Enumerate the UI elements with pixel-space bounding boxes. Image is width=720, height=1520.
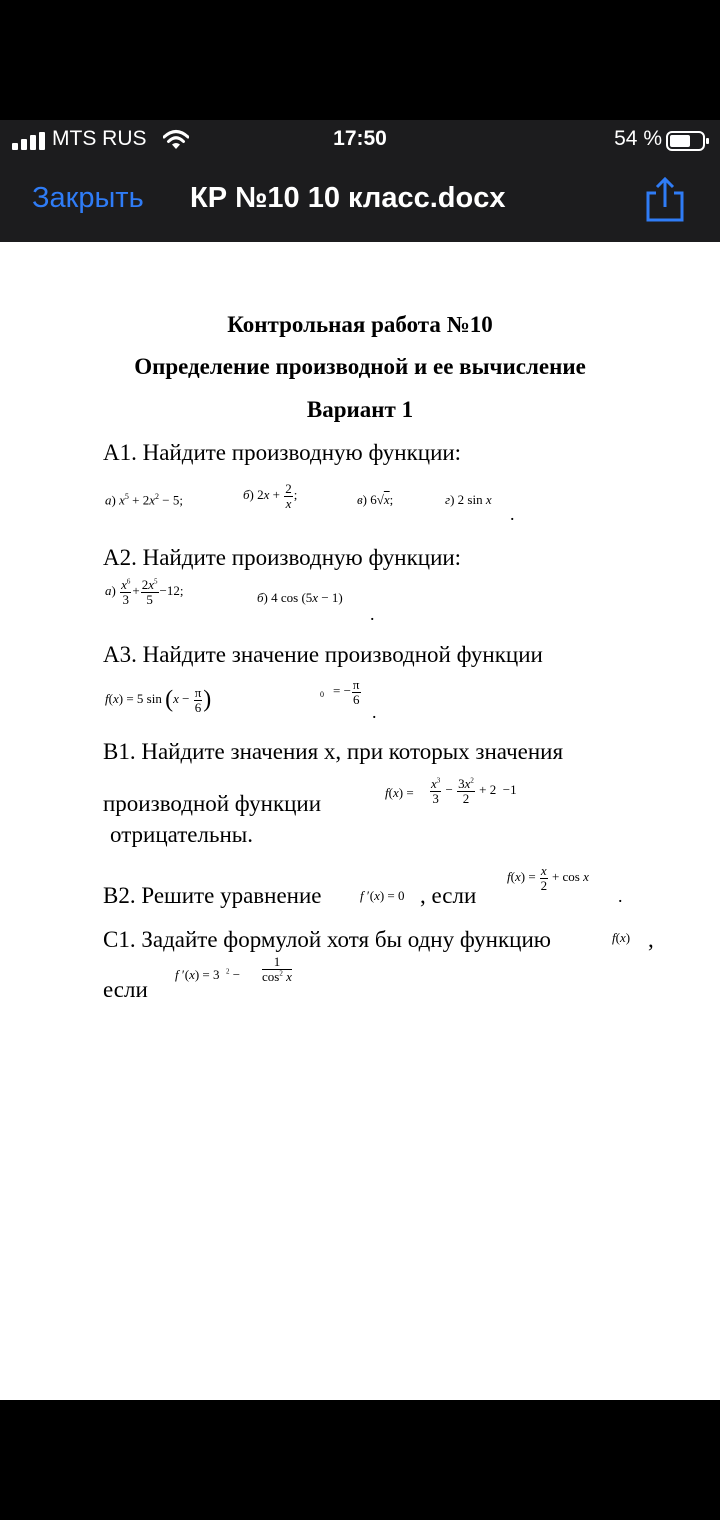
document-title: КР №10 10 класс.docx [190,182,506,214]
task-c1-comma: , [648,927,654,952]
task-b2: В2. Решите уравнение [103,883,322,908]
task-c1: С1. Задайте формулой хотя бы одну функцию [103,927,551,952]
doc-title: Контрольная работа №10 [227,312,493,337]
task-a1: А1. Найдите производную функции: [103,440,462,465]
task-b1: В1. Найдите значения x, при которых значения [103,739,564,764]
task-c1-if: если [103,977,148,1002]
task-c1-derivative: f ′(x) = 3 $^2$ − $\frac{1}{\cos^2 x}$ [175,954,292,984]
bottom-letterbox [0,1400,720,1520]
doc-subtitle: Определение производной и ее вычисление [134,354,586,379]
task-b1-line2: производной функции [103,791,322,816]
task-c1-function: f(x) [612,930,631,945]
task-a2: А2. Найдите производную функции: [103,545,462,570]
task-b2-if: , если [420,883,477,908]
dot: . [510,504,515,524]
dot: . [370,604,375,624]
navigation-bar [0,160,720,242]
task-b1-line3: отрицательны. [110,822,253,847]
task-a3: А3. Найдите значение производной функции [103,642,543,667]
share-icon[interactable] [644,176,686,222]
task-a2-formulas: а) $\frac{x^6}{3}$ + $\frac{2x^5}{5}$ −12; б) 4 cos (5x − 1) [105,577,343,607]
doc-variant: Вариант 1 [306,397,414,422]
task-b1-formula: f(x) = $\frac{x^3}{3}$ − $\frac{3x^2}{2}$ + 2 −1 [385,776,517,806]
task-b2-equation: f ′(x) = 0 [360,888,405,903]
task-a3-formula: f(x) = 5 sin (x − $\frac{\pi}{6}$ ) 0 = − $\frac{\pi}{6}$ [105,677,360,715]
battery-percent: 54 % [614,127,662,150]
close-button[interactable]: Закрыть [32,182,144,214]
carrier-name: MTS RUS [52,127,147,150]
task-a1-formulas: а) $x^5 + 2x^2 - 5$; б) 2x + $\frac{2}{x}$ ; в) 6√x; г) 2 sin x [105,481,492,511]
document-page [0,242,720,1400]
top-letterbox [0,0,720,120]
task-b2-function: f(x) = $\frac{x}{2}$ + cos x [507,863,589,893]
dot: . [618,886,623,906]
clock: 17:50 [333,127,387,150]
dot: . [372,702,377,722]
status-bar [0,120,720,160]
battery-icon [666,131,710,151]
